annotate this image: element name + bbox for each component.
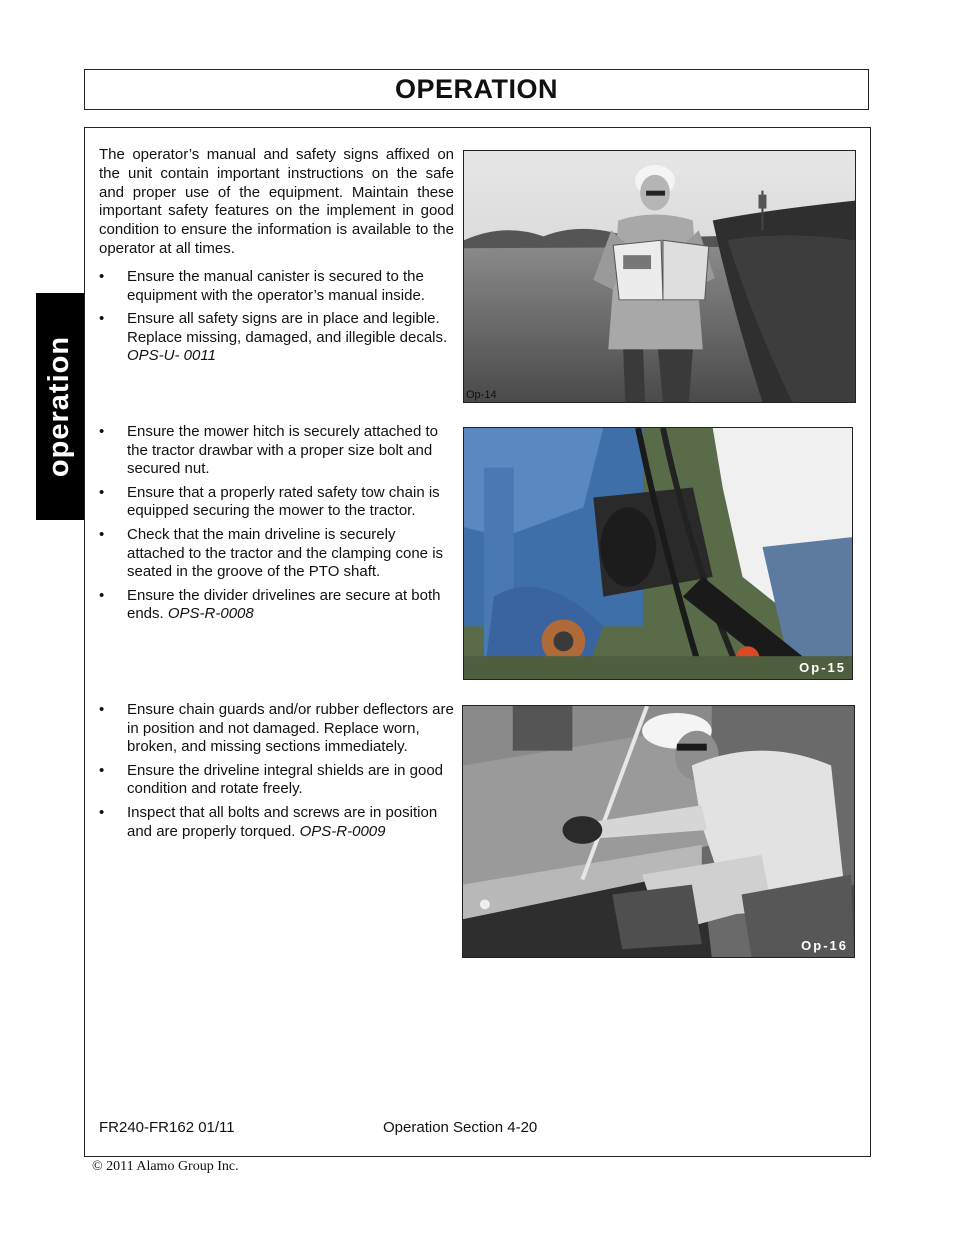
bullet-text: Ensure all safety signs are in place and legible. Replace missing, damaged, and illegible decals. — [127, 310, 448, 346]
bullet-glyph: • — [99, 423, 105, 440]
bullet-text: Ensure the manual canister is secured to the equipment with the operator’s manual inside. — [127, 268, 425, 304]
bullet-glyph: • — [99, 761, 105, 779]
bullet-text: Ensure chain guards and/or rubber deflectors are in position and not damaged. Replace worn, broken, and missing sections immediately. — [127, 701, 454, 756]
photo-operator-reading-manual — [463, 150, 856, 403]
bullet-text: Ensure that a properly rated safety tow chain is equipped securing the mower to the tractor. — [127, 483, 440, 520]
bullet-glyph: • — [99, 483, 105, 501]
bullet-text: Inspect that all bolts and screws are in position and are properly torqued. — [127, 803, 438, 840]
bullet-item — [99, 423, 454, 479]
side-tab-label: operation — [43, 335, 76, 478]
ops-reference: OPS-R-0008 — [167, 605, 254, 623]
bullet-glyph: • — [99, 268, 105, 285]
bullet-list-2 — [99, 423, 454, 629]
bullet-item — [99, 701, 454, 757]
side-tab — [36, 293, 84, 520]
bullet-text: Check that the main driveline is securely attached to the tractor and the clamping cone is seated in the groove of the PTO shaft. — [127, 525, 444, 581]
page-header — [84, 69, 869, 110]
footer-section: Operation Section 4-20 — [383, 1119, 538, 1136]
photo-tractor-hitch — [463, 427, 853, 680]
bullet-item — [99, 310, 454, 366]
ops-reference: OPS-R-0009 — [299, 822, 386, 840]
photo-inspecting-bolts — [462, 705, 855, 958]
bullet-glyph: • — [99, 310, 105, 328]
bullet-glyph: • — [99, 525, 105, 543]
bullet-list-1 — [99, 268, 454, 371]
copyright: © 2011 Alamo Group Inc. — [92, 1159, 239, 1174]
photo-illustration — [463, 706, 854, 957]
bullet-text: Ensure the driveline integral shields are in good condition and rotate freely. — [127, 761, 444, 798]
figure-caption: Op-14 — [466, 389, 497, 401]
footer-model: FR240-FR162 01/11 — [99, 1119, 235, 1136]
bullet-glyph: • — [99, 701, 105, 718]
bullet-text: Ensure the mower hitch is securely attached to the tractor drawbar with a proper size bolt and secured nut. — [127, 423, 438, 478]
bullet-item — [99, 587, 454, 624]
page-title: OPERATION — [394, 74, 558, 104]
photo-illustration — [464, 428, 852, 679]
photo-illustration — [464, 151, 855, 402]
bullet-item — [99, 484, 454, 521]
bullet-glyph: • — [99, 803, 105, 821]
bullet-item — [99, 526, 454, 582]
bullet-item — [99, 804, 454, 841]
figure-caption: Op-16 — [801, 938, 848, 953]
bullet-list-3 — [99, 701, 454, 846]
intro-paragraph: The operator’s manual and safety signs affixed on the unit contain important instructions on the safe and proper use of the equipment. Maintain these important safety features on the implement in good condition to ensure the information is available to the operator at all times. — [99, 146, 454, 257]
ops-reference: OPS-U- 0011 — [127, 347, 216, 365]
figure-caption: Op-15 — [799, 660, 846, 675]
bullet-text: Ensure the divider drivelines are secure at both ends. — [127, 586, 441, 623]
bullet-item — [99, 268, 454, 305]
bullet-glyph: • — [99, 586, 105, 604]
bullet-item — [99, 762, 454, 799]
